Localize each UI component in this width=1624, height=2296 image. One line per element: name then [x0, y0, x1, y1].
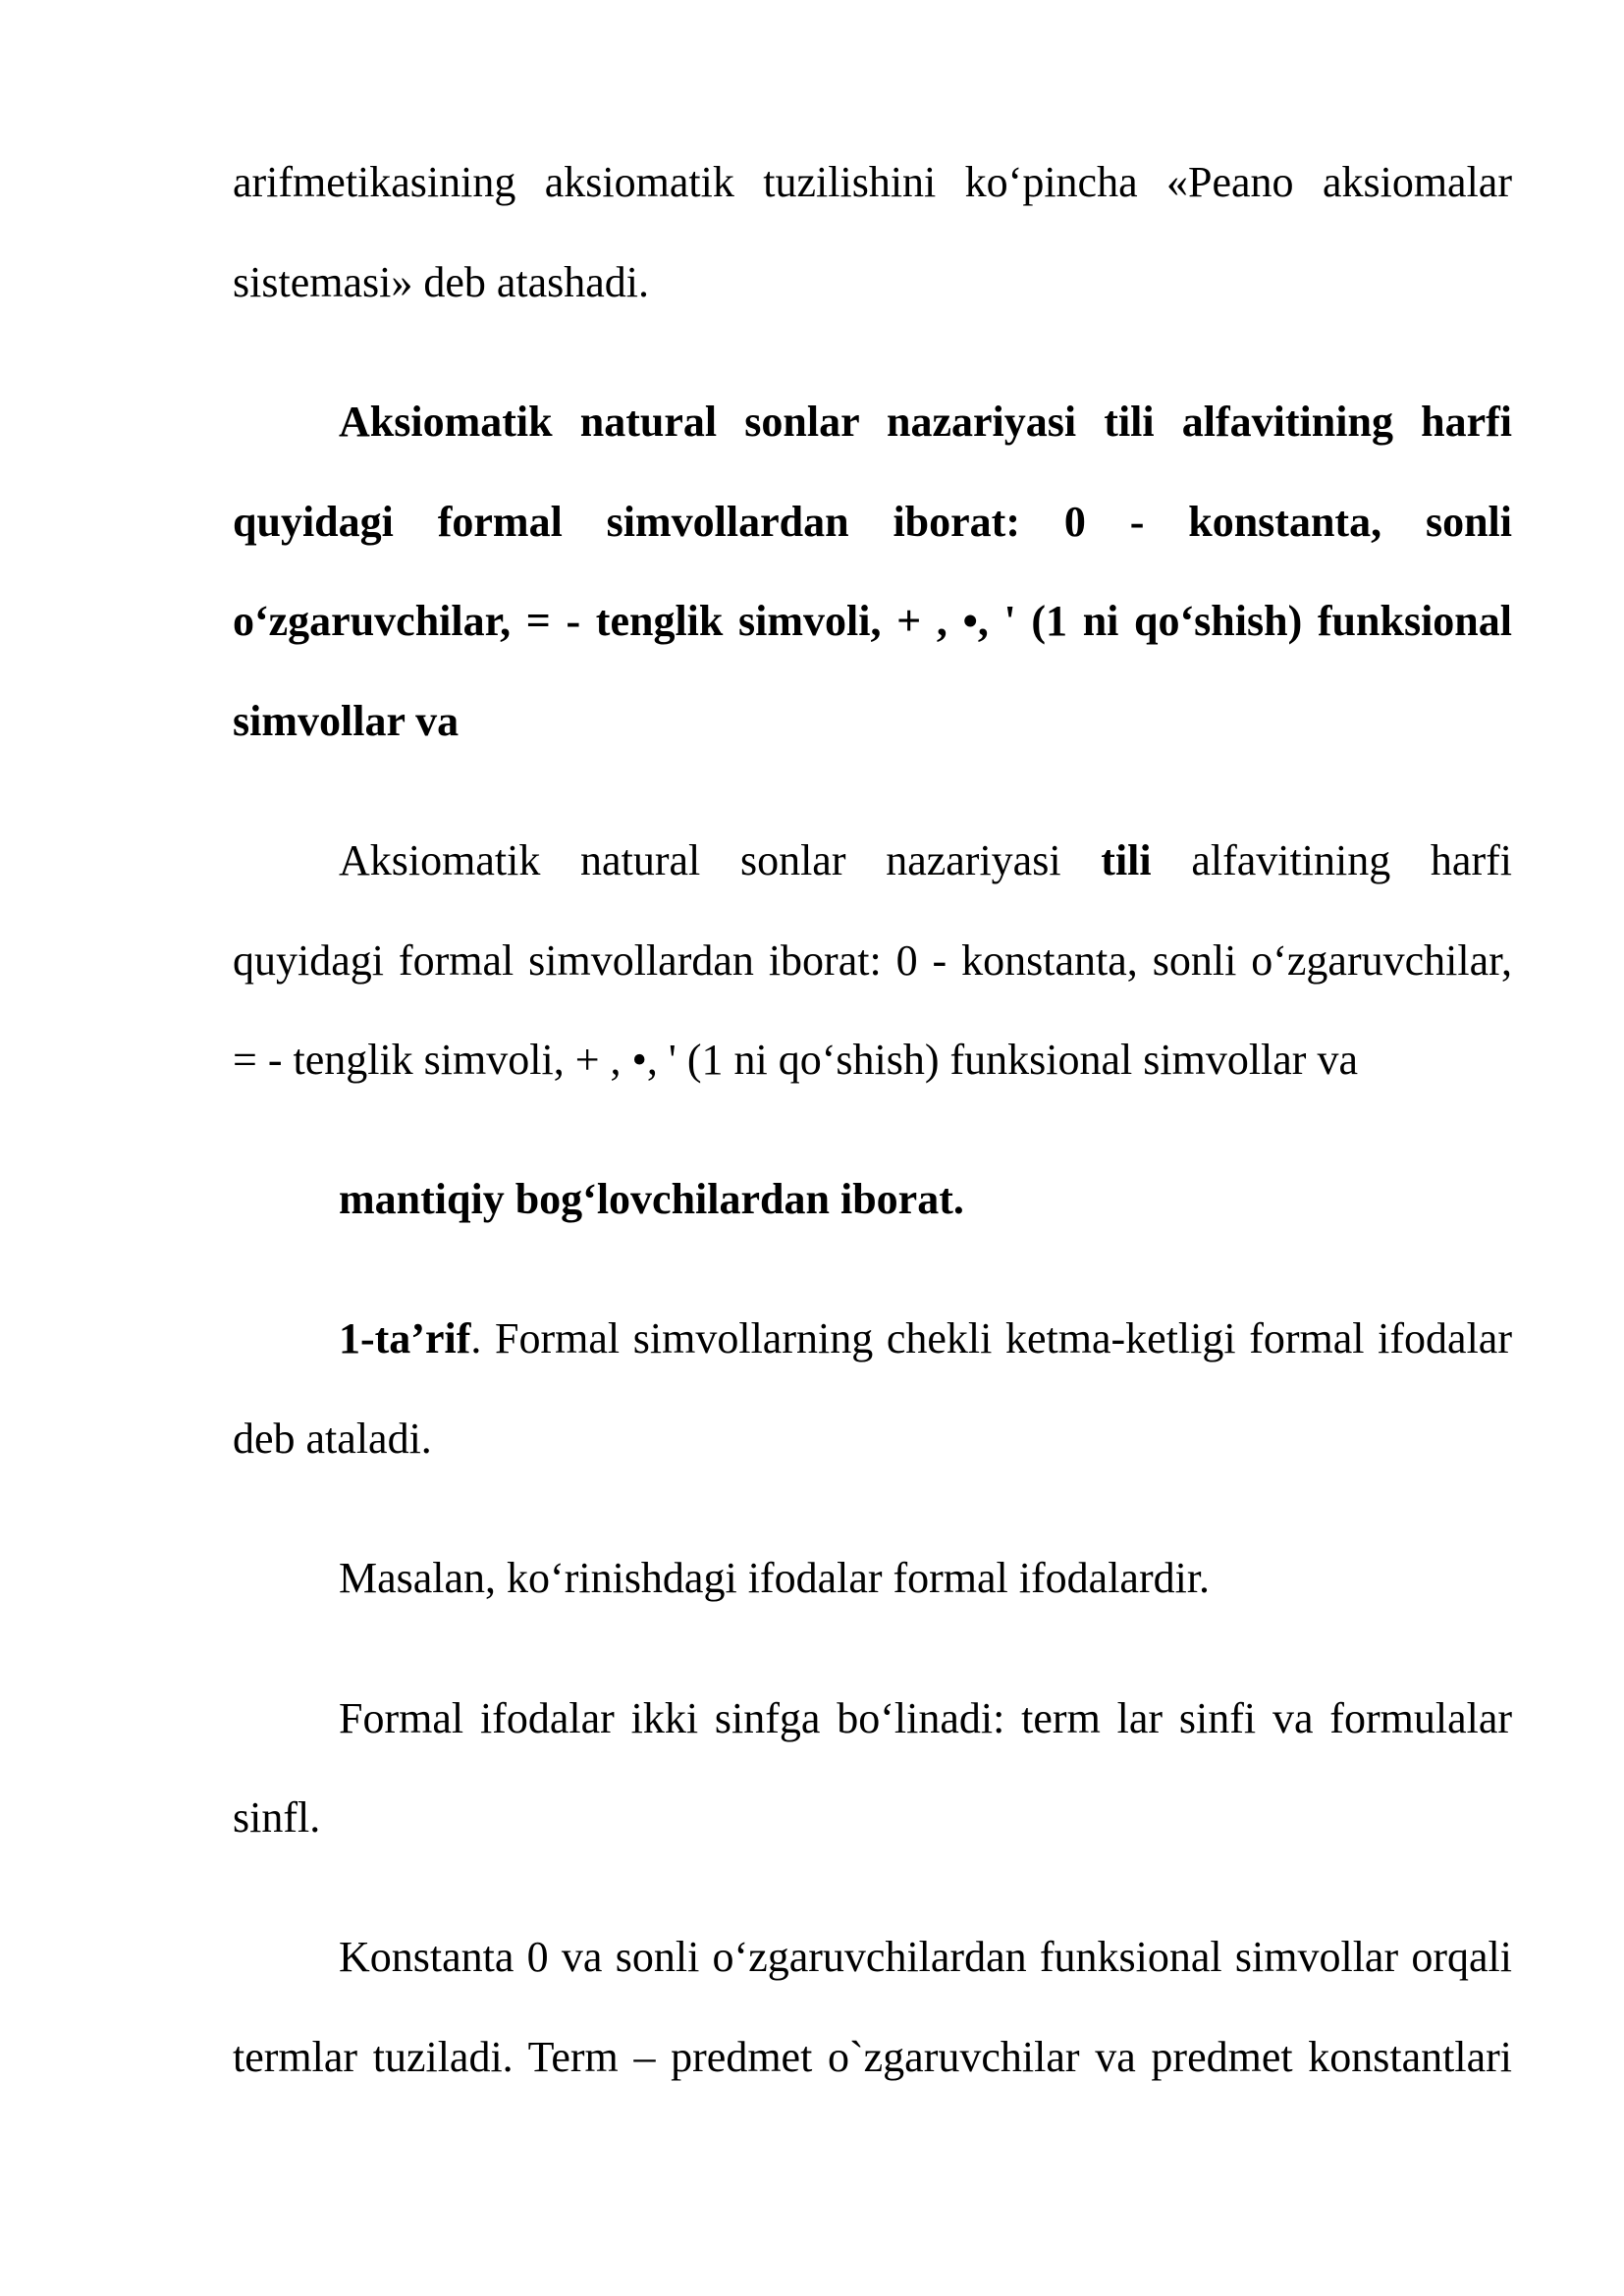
text-segment: . Formal simvollarning chekli ketma-ketligi formal ifodalar [470, 1314, 1512, 1362]
bold-text-line: quyidagi formal simvollardan iborat: 0 - konstanta, sonli [233, 498, 1512, 546]
bold-word: tili [1101, 836, 1152, 884]
text-line: Formal ifodalar ikki sinfga bo‘linadi: term lar sinfi va formulalar [339, 1694, 1512, 1742]
text-line: sistemasi» deb atashadi. [233, 258, 650, 306]
bold-text-line: simvollar va [233, 697, 460, 745]
text-line: deb ataladi. [233, 1415, 432, 1463]
bold-text-line: mantiqiy bog‘lovchilardan iborat. [339, 1175, 964, 1223]
text-line: = - tenglik simvoli, + , •, ' (1 ni qo‘shish) funksional simvollar va [233, 1036, 1358, 1084]
text-line: quyidagi formal simvollardan iborat: 0 - konstanta, sonli o‘zgaruvchilar, [233, 936, 1512, 985]
text-line: termlar tuziladi. Term – predmet o`zgaruvchilar va predmet konstantlari [233, 2033, 1512, 2081]
text-segment: Aksiomatik natural sonlar nazariyasi [339, 836, 1061, 884]
text-line: arifmetikasining aksiomatik tuzilishini ko‘pincha «Peano aksiomalar [233, 158, 1512, 206]
bold-text-line: o‘zgaruvchilar, = - tenglik simvoli, + , •, ' (1 ni qo‘shish) funksional [233, 597, 1512, 645]
definition-label: 1-ta’rif [339, 1314, 471, 1362]
text-segment: alfavitining harfi [1191, 836, 1512, 884]
text-line: Konstanta 0 va sonli o‘zgaruvchilardan funksional simvollar orqali [339, 1933, 1512, 1981]
text-line: Masalan, ko‘rinishdagi ifodalar formal ifodalardir. [339, 1554, 1211, 1602]
text-line: sinfl. [233, 1793, 321, 1842]
bold-text-line: Aksiomatik natural sonlar nazariyasi tili alfavitining harfi [339, 398, 1512, 446]
text-line [339, 835, 1512, 886]
definition-line [339, 1313, 1512, 1364]
